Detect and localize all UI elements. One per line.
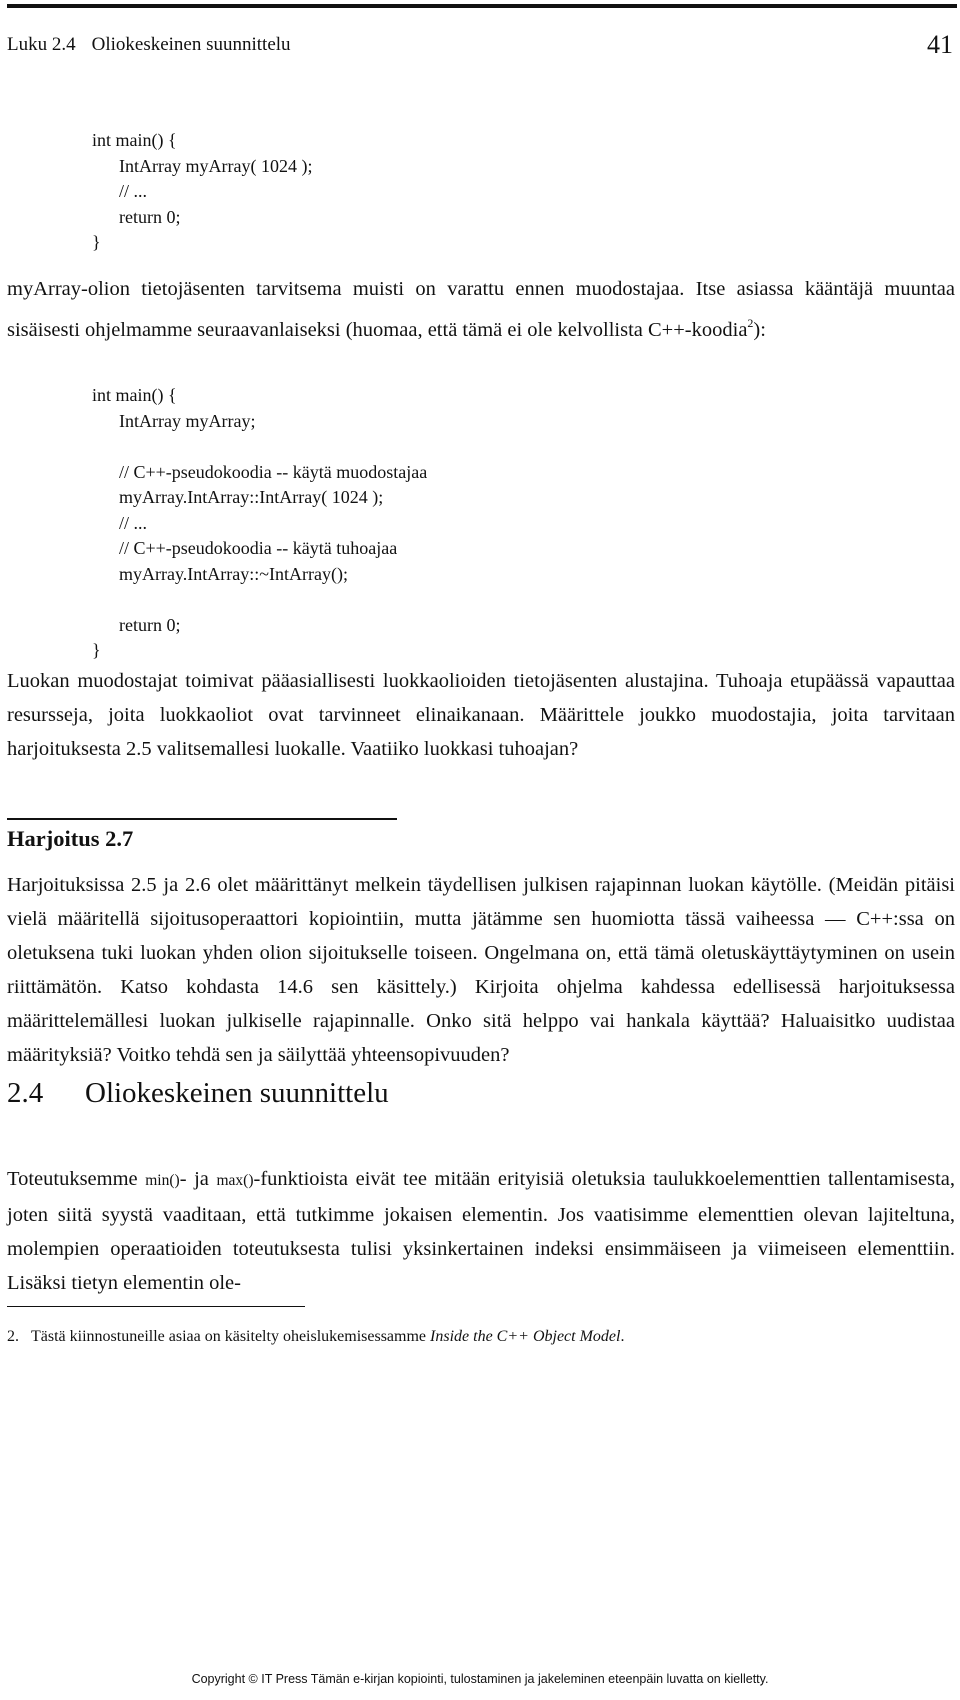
code-min: min() [145,1172,180,1189]
code-block-main-2: int main() { IntArray myArray; // C++-pseudokoodia -- käytä muodostajaa myArray.IntArray::IntArray( 1024 ); // ... // C++-pseudokoodia -- käytä tuhoajaa myArray.IntArray::~IntArray(); return 0; } [92,385,428,660]
copyright-footer: Copyright © IT Press Tämän e-kirjan kopiointi, tulostaminen ja jakeleminen eteenpäin luvatta on kielletty. [191,1672,769,1686]
paragraph-text-1: Toteutuksemme [7,1168,146,1190]
paragraph-text: myArray-olion tietojäsenten tarvitsema muisti on varattu ennen muodostajaa. Itse asiassa kääntäjä muuntaa sisäisesti ohjelmamme seuraavanlaiseksi (huomaa, että tämä ei ole kelvollista C++-koodia [7,278,955,341]
paragraph-text-3: -funktioista eivät tee mitään erityisiä oletuksia taulukkoelementtien tallentamisesta, joten siitä syystä vaaditaan, että tutkimme jokaisen elementin. Jos vaatisimme elementtien olevan lajiteltuna, molempien operaatioiden toteutuksesta tulisi yksinkertainen indeksi ensimmäiseen ja viimeiseen elementtiin. Lisäksi tietyn elementin ole- [7,1168,955,1294]
code-block-main-1: int main() { IntArray myArray( 1024 ); // ... return 0; } [92,130,313,252]
chapter-label: Luku 2.4 [7,34,76,55]
section-title: Oliokeskeinen suunnittelu [85,1077,389,1109]
paragraph-memory-allocation [7,272,955,347]
paragraph-text-end: ): [753,319,766,341]
footnote-reference: 2 [747,316,754,330]
exercise-text: Harjoituksissa 2.5 ja 2.6 olet määrittänyt melkein täydellisen julkisen rajapinnan luokan käytölle. (Meidän pitäisi vielä määritellä sijoitusoperaattori kopiointiin, mutta jätämme sen huomiotta tässä vaiheessa — C++:ssa on oletuksena tuki luokan yhden olion sijoitukselle toiseen. Ongelmana on, että tämä oletuskäyttäytyminen on usein riittämätön. Katso kohdasta 14.6 sen käsittely.) Kirjoita ohjelma kahdessa edellisessä harjoituksessa määrittelemällesi luokan julkiselle rajapinnalle. Onko sitä helppo vai hankala käyttää? Haluaisitko uudistaa määrityksiä? Voitko tehdä sen ja säilyttää yhteensopivuuden? [7,874,955,1066]
paragraph-implementation [7,1162,955,1300]
footnote [7,1328,624,1346]
code-max: max() [216,1172,254,1189]
section-number: 2.4 [7,1077,44,1109]
footnote-end: . [620,1328,625,1345]
footnote-divider [7,1306,305,1307]
exercise-divider [7,818,397,820]
footnote-book-title: Inside the C++ Object Model [430,1328,621,1345]
footnote-marker: 2. [7,1328,19,1345]
footnote-text: Tästä kiinnostuneille asiaa on käsitelty oheislukemisessamme [31,1328,431,1345]
section-heading [7,1077,389,1110]
paragraph-constructors: Luokan muodostajat toimivat pääasiallisesti luokkaolioiden tietojäsenten alustajina. Tuhoaja etupäässä vapauttaa resursseja, joita luokkaoliot ovat tarvinneet elinaikanaan. Määrittele joukko muodostajia, joita tarvitaan harjoituksesta 2.5 valitsemallesi luokalle. Vaatiiko luokkasi tuhoajan? [7,670,955,760]
exercise-title: Harjoitus 2.7 [7,826,134,851]
running-header [7,4,957,74]
paragraph-text-2: - ja [179,1168,217,1190]
chapter-title: Oliokeskeinen suunnittelu [91,34,291,55]
running-header-chapter [7,34,291,56]
page-number: 41 [927,30,953,59]
